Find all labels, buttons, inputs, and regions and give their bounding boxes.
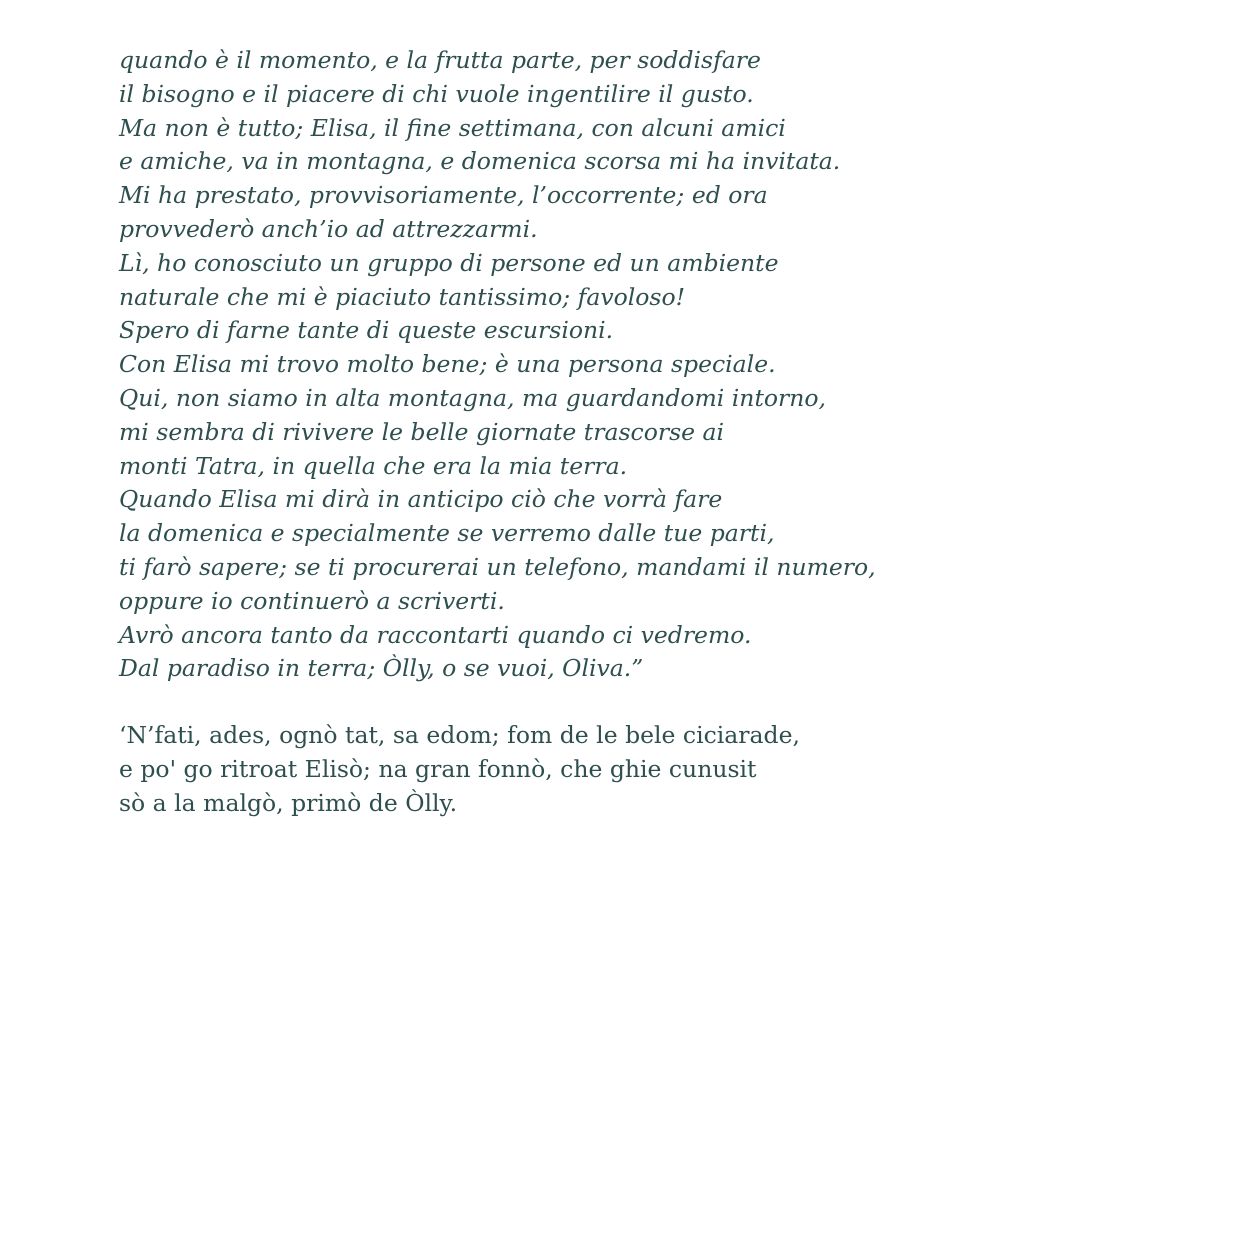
dialect-line: sò a la malgò, primò de Òlly. xyxy=(119,788,458,817)
letter-line: monti Tatra, in quella che era la mia terra. xyxy=(119,451,628,480)
document-page xyxy=(119,44,1119,821)
dialect-line: e po' go ritroat Elisò; na gran fonnò, che ghie cunusit xyxy=(119,754,757,783)
letter-line: Ma non è tutto; Elisa, il fine settimana, con alcuni amici xyxy=(119,113,786,142)
letter-line: Spero di farne tante di queste escursioni. xyxy=(119,316,614,345)
letter-line: oppure io continuerò a scriverti. xyxy=(119,586,505,615)
paragraph-spacer xyxy=(119,686,1119,719)
letter-line: Lì, ho conosciuto un gruppo di persone ed un ambiente xyxy=(119,248,779,277)
letter-line: e amiche, va in montagna, e domenica scorsa mi ha invitata. xyxy=(119,147,841,176)
letter-line: Mi ha prestato, provvisoriamente, l’occorrente; ed ora xyxy=(119,181,768,210)
letter-line: ti farò sapere; se ti procurerai un telefono, mandami il numero, xyxy=(119,552,876,581)
letter-line: la domenica e specialmente se verremo dalle tue parti, xyxy=(119,519,775,548)
dialect-paragraph xyxy=(119,719,1119,820)
letter-line: Qui, non siamo in alta montagna, ma guardandomi intorno, xyxy=(119,383,827,412)
letter-line: quando è il momento, e la frutta parte, per soddisfare xyxy=(119,46,761,74)
letter-line: mi sembra di rivivere le belle giornate trascorse ai xyxy=(119,417,725,446)
dialect-line: ‘N’fati, ades, ognò tat, sa edom; fom de le bele ciciarade, xyxy=(119,721,800,750)
letter-line: il bisogno e il piacere di chi vuole ingentilire il gusto. xyxy=(119,79,754,108)
letter-line: Dal paradiso in terra; Òlly, o se vuoi, Oliva.” xyxy=(119,654,644,683)
letter-line: naturale che mi è piaciuto tantissimo; favoloso! xyxy=(119,282,686,311)
letter-line: Avrò ancora tanto da raccontarti quando ci vedremo. xyxy=(119,620,752,649)
letter-paragraph xyxy=(119,44,1119,686)
letter-line: provvederò anch’io ad attrezzarmi. xyxy=(119,214,538,243)
letter-line: Quando Elisa mi dirà in anticipo ciò che vorrà fare xyxy=(119,485,723,514)
letter-line: Con Elisa mi trovo molto bene; è una persona speciale. xyxy=(119,350,776,379)
